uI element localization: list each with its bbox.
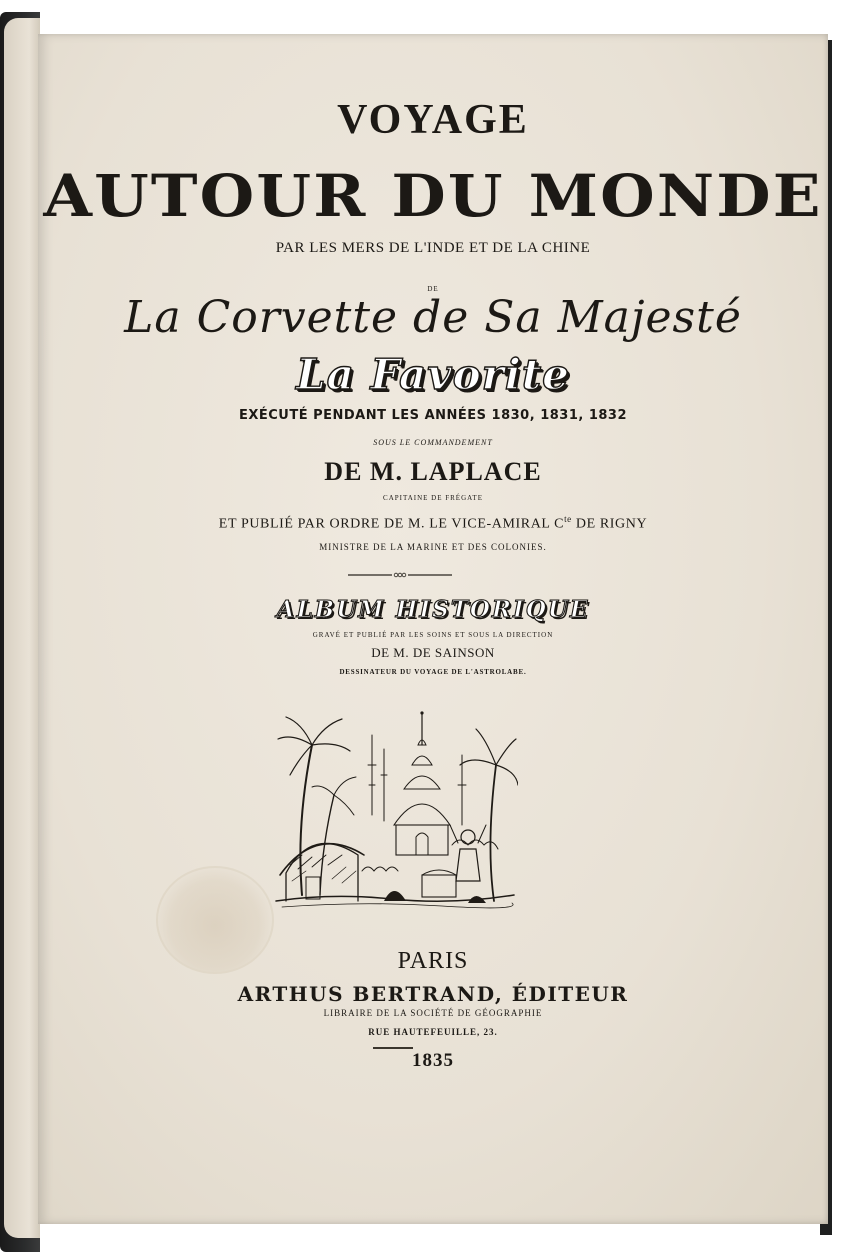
- title-voyage: VOYAGE: [337, 97, 529, 143]
- execution-years: EXÉCUTÉ PENDANT LES ANNÉES 1830, 1831, 1832: [238, 408, 628, 423]
- imprint-publisher: ARTHUS BERTRAND, ÉDITEUR: [237, 982, 629, 1006]
- imprint-city: PARIS: [397, 948, 469, 974]
- imprint-year: 1835: [412, 1050, 454, 1071]
- engraving-vignette: [272, 705, 518, 911]
- commander-name: DE M. LAPLACE: [324, 457, 542, 486]
- subtitle-de: DE: [427, 285, 439, 293]
- imprint-librairie: LIBRAIRE DE LA SOCIÉTÉ DE GÉOGRAPHIE: [323, 1008, 543, 1018]
- ornamental-rule: [348, 572, 452, 578]
- album-historique: ALBUM HISTORIQUE: [276, 596, 590, 623]
- short-rule: [373, 1047, 413, 1049]
- director-name: DE M. DE SAINSON: [371, 645, 495, 660]
- publie-post: DE RIGNY: [571, 516, 648, 532]
- ministre-line: MINISTRE DE LA MARINE ET DES COLONIES.: [319, 542, 547, 552]
- title-autour-du-monde: AUTOUR DU MONDE: [43, 162, 823, 230]
- publie-par-ordre: [38, 514, 828, 533]
- commander-rank: CAPITAINE DE FRÉGATE: [383, 494, 483, 502]
- grave-line: GRAVÉ ET PUBLIÉ PAR LES SOINS ET SOUS LA DIRECTION: [312, 631, 554, 639]
- imprint-address: RUE HAUTEFEUILLE, 23.: [368, 1027, 498, 1037]
- publie-sup: te: [564, 514, 572, 524]
- subtitle-mers: PAR LES MERS DE L'INDE ET DE LA CHINE: [275, 240, 591, 256]
- publie-pre: ET PUBLIÉ PAR ORDRE DE M. LE VICE-AMIRAL C: [218, 516, 565, 532]
- director-role: DESSINATEUR DU VOYAGE DE L'ASTROLABE.: [339, 668, 527, 676]
- corvette-script: La Corvette de Sa Majesté: [124, 292, 742, 343]
- sous-commandement: SOUS LE COMMANDEMENT: [373, 438, 493, 447]
- ship-name: La Favorite: [296, 350, 570, 399]
